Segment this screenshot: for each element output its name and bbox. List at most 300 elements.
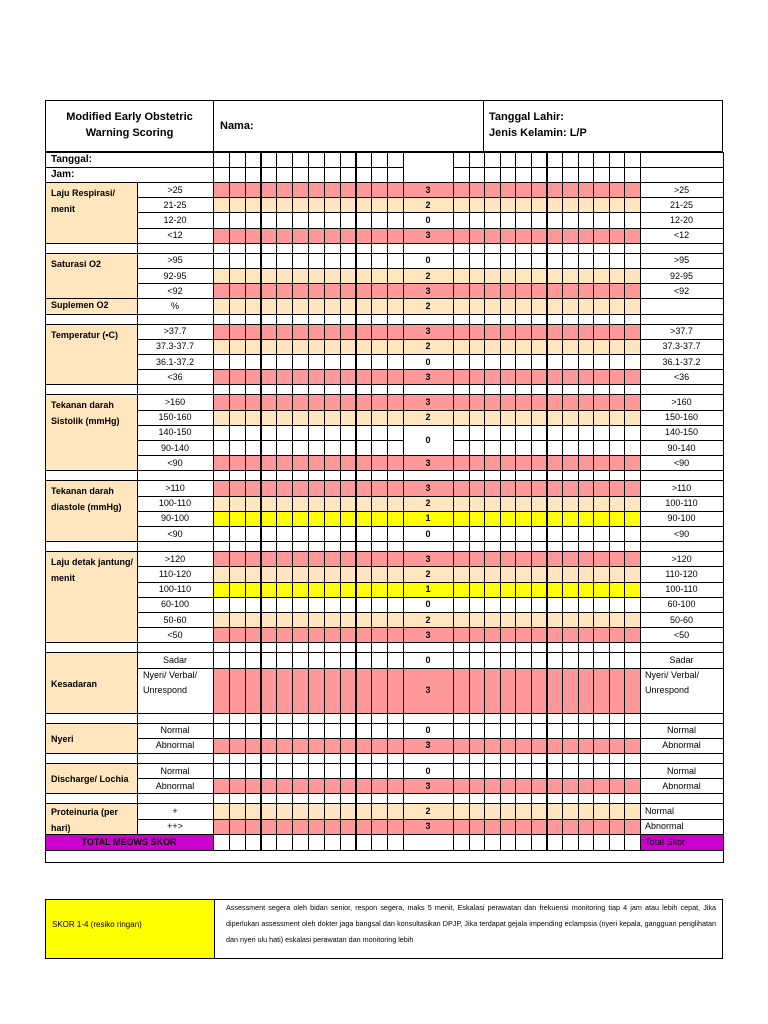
observation-cell [624, 582, 641, 598]
observation-cell [308, 283, 325, 299]
observation-cell [515, 253, 532, 269]
observation-cell [624, 283, 641, 299]
observation-cell [609, 803, 626, 819]
observation-cell [500, 627, 517, 643]
observation-cell [531, 324, 548, 340]
observation-cell [515, 627, 532, 643]
total-entry-cell [500, 834, 517, 851]
observation-cell [371, 480, 388, 496]
observation-cell [453, 197, 470, 213]
observation-cell [531, 803, 548, 819]
total-entry-cell [229, 834, 246, 851]
observation-cell [609, 440, 626, 456]
observation-cell [229, 803, 246, 819]
observation-cell [356, 268, 373, 284]
observation-cell [229, 253, 246, 269]
observation-cell [562, 551, 579, 567]
observation-cell [531, 551, 548, 567]
observation-cell [387, 354, 404, 370]
observation-cell [578, 228, 595, 244]
observation-cell [453, 668, 470, 714]
observation-cell [371, 455, 388, 471]
observation-cell [624, 803, 641, 819]
observation-cell [578, 283, 595, 299]
range-label: 110-120 [158, 568, 192, 579]
observation-cell [609, 339, 626, 355]
observation-cell [531, 339, 548, 355]
observation-cell [515, 324, 532, 340]
range-label: <90 [167, 457, 183, 468]
observation-cell [292, 511, 309, 527]
observation-cell [245, 455, 262, 471]
observation-cell [308, 268, 325, 284]
observation-cell [547, 455, 564, 471]
observation-cell [531, 778, 548, 794]
observation-cell [324, 268, 341, 284]
observation-cell [578, 197, 595, 213]
observation-cell [356, 369, 373, 385]
observation-cell [245, 551, 262, 567]
observation-cell [547, 228, 564, 244]
parameter-name: Kesadaran [51, 678, 98, 689]
score-value: 2 [425, 301, 431, 311]
time-entry-cell [371, 167, 388, 183]
observation-cell [453, 440, 470, 456]
observation-cell [531, 627, 548, 643]
score-value: 3 [425, 326, 431, 337]
right-range-label: Abnormal [662, 780, 701, 791]
observation-cell [213, 298, 230, 314]
observation-cell [324, 394, 341, 410]
observation-cell [371, 298, 388, 314]
observation-cell [356, 597, 373, 613]
observation-cell [547, 253, 564, 269]
observation-cell [484, 652, 501, 668]
observation-cell [624, 440, 641, 456]
date-entry-cell [515, 152, 532, 168]
observation-cell [469, 324, 486, 340]
observation-cell [469, 496, 486, 512]
observation-cell [324, 410, 341, 426]
observation-cell [609, 627, 626, 643]
observation-cell [387, 582, 404, 598]
observation-cell [515, 526, 532, 542]
right-range-label: 90-140 [667, 442, 696, 453]
observation-cell [340, 566, 357, 582]
observation-cell [562, 425, 579, 441]
risk-label: SKOR 1-4 (resiko ringan) [52, 920, 142, 929]
range-label: 60-100 [160, 599, 190, 610]
observation-cell [562, 480, 579, 496]
observation-cell [340, 369, 357, 385]
observation-cell [469, 763, 486, 779]
total-entry-cell [387, 834, 404, 851]
observation-cell [213, 212, 230, 228]
observation-cell [261, 582, 278, 598]
observation-cell [340, 324, 357, 340]
date-entry-cell [356, 152, 373, 168]
observation-cell [578, 480, 595, 496]
date-score-cell [403, 152, 454, 183]
observation-cell [593, 298, 610, 314]
observation-cell [371, 582, 388, 598]
observation-cell [356, 324, 373, 340]
date-entry-cell [387, 152, 404, 168]
observation-cell [340, 819, 357, 835]
time-label: Jam: [51, 169, 75, 180]
observation-cell [547, 425, 564, 441]
observation-cell [245, 819, 262, 835]
observation-cell [453, 410, 470, 426]
observation-cell [229, 369, 246, 385]
observation-cell [484, 324, 501, 340]
observation-cell [276, 228, 293, 244]
observation-cell [593, 668, 610, 714]
observation-cell [292, 197, 309, 213]
observation-cell [469, 212, 486, 228]
observation-cell [387, 738, 404, 754]
total-entry-cell [624, 834, 641, 851]
observation-cell [213, 778, 230, 794]
observation-cell [624, 197, 641, 213]
observation-cell [547, 212, 564, 228]
observation-cell [515, 819, 532, 835]
observation-cell [562, 582, 579, 598]
right-range-label: 92-95 [669, 270, 694, 281]
observation-cell [484, 627, 501, 643]
observation-cell [515, 511, 532, 527]
date-entry-cell [261, 152, 278, 168]
observation-cell [387, 324, 404, 340]
observation-cell [292, 819, 309, 835]
observation-cell [562, 455, 579, 471]
observation-cell [261, 253, 278, 269]
range-label: 36.1-37.2 [155, 356, 195, 367]
observation-cell [292, 526, 309, 542]
observation-cell [213, 182, 230, 198]
observation-cell [578, 410, 595, 426]
observation-cell [340, 526, 357, 542]
observation-cell [371, 511, 388, 527]
observation-cell [276, 819, 293, 835]
observation-cell [245, 612, 262, 628]
observation-cell [515, 283, 532, 299]
observation-cell [324, 597, 341, 613]
observation-cell [229, 582, 246, 598]
score-value: 2 [425, 199, 431, 210]
observation-cell [229, 394, 246, 410]
observation-cell [453, 778, 470, 794]
observation-cell [500, 668, 517, 714]
right-range-label: <50 [673, 629, 690, 640]
observation-cell [387, 652, 404, 668]
range-label: <50 [167, 629, 183, 640]
observation-cell [515, 298, 532, 314]
observation-cell [213, 612, 230, 628]
observation-cell [276, 511, 293, 527]
observation-cell [531, 410, 548, 426]
observation-cell [484, 212, 501, 228]
observation-cell [453, 597, 470, 613]
observation-cell [213, 627, 230, 643]
observation-cell [356, 228, 373, 244]
observation-cell [609, 723, 626, 739]
observation-cell [213, 228, 230, 244]
observation-cell [229, 339, 246, 355]
observation-cell [308, 425, 325, 441]
observation-cell [340, 723, 357, 739]
observation-cell [387, 526, 404, 542]
observation-cell [292, 324, 309, 340]
observation-cell [531, 212, 548, 228]
observation-cell [213, 369, 230, 385]
name-cell [213, 100, 484, 152]
total-entry-cell [324, 834, 341, 851]
observation-cell [593, 339, 610, 355]
right-range-label: >95 [673, 255, 690, 266]
observation-cell [624, 394, 641, 410]
observation-cell [308, 612, 325, 628]
observation-cell [292, 627, 309, 643]
observation-cell [245, 763, 262, 779]
title-line-2: Warning Scoring [85, 127, 174, 139]
right-range-label: 60-100 [667, 599, 696, 610]
observation-cell [469, 723, 486, 739]
observation-cell [340, 197, 357, 213]
observation-cell [371, 324, 388, 340]
observation-cell [515, 394, 532, 410]
observation-cell [213, 566, 230, 582]
observation-cell [484, 763, 501, 779]
observation-cell [515, 551, 532, 567]
observation-cell [484, 738, 501, 754]
observation-cell [515, 597, 532, 613]
observation-cell [578, 212, 595, 228]
time-entry-cell [609, 167, 626, 183]
observation-cell [340, 582, 357, 598]
observation-cell [340, 511, 357, 527]
observation-cell [213, 652, 230, 668]
observation-cell [387, 627, 404, 643]
observation-cell [624, 668, 641, 714]
observation-cell [308, 668, 325, 714]
observation-cell [453, 324, 470, 340]
observation-cell [261, 197, 278, 213]
parameter-name: Tekanan darah Sistolik (mmHg) [51, 400, 120, 426]
observation-cell [340, 268, 357, 284]
observation-cell [213, 526, 230, 542]
observation-cell [340, 803, 357, 819]
observation-cell [578, 582, 595, 598]
range-label: <12 [167, 230, 183, 241]
range-label: >120 [164, 553, 186, 564]
score-value: 0 [425, 435, 431, 445]
observation-cell [593, 819, 610, 835]
observation-cell [578, 778, 595, 794]
observation-cell [261, 803, 278, 819]
observation-cell [500, 496, 517, 512]
observation-cell [371, 339, 388, 355]
observation-cell [229, 723, 246, 739]
observation-cell [469, 354, 486, 370]
date-label: Tanggal: [51, 154, 92, 165]
observation-cell [578, 369, 595, 385]
observation-cell [484, 197, 501, 213]
observation-cell [261, 283, 278, 299]
observation-cell [593, 652, 610, 668]
observation-cell [371, 627, 388, 643]
observation-cell [593, 425, 610, 441]
observation-cell [531, 394, 548, 410]
observation-cell [515, 763, 532, 779]
observation-cell [292, 212, 309, 228]
observation-cell [531, 369, 548, 385]
score-value: 0 [425, 215, 431, 225]
observation-cell [387, 455, 404, 471]
observation-cell [213, 819, 230, 835]
observation-cell [213, 354, 230, 370]
observation-cell [500, 582, 517, 598]
total-spacer-cell [45, 850, 724, 863]
observation-cell [453, 566, 470, 582]
time-entry-cell [229, 167, 246, 183]
total-entry-cell [340, 834, 357, 851]
observation-cell [292, 652, 309, 668]
observation-cell [578, 182, 595, 198]
observation-cell [515, 612, 532, 628]
observation-cell [547, 268, 564, 284]
observation-cell [324, 819, 341, 835]
observation-cell [593, 410, 610, 426]
observation-cell [547, 182, 564, 198]
observation-cell [609, 212, 626, 228]
meows-chart-sheet [45, 100, 723, 959]
observation-cell [593, 324, 610, 340]
observation-cell [531, 511, 548, 527]
observation-cell [469, 339, 486, 355]
observation-cell [356, 410, 373, 426]
observation-cell [547, 410, 564, 426]
observation-cell [547, 283, 564, 299]
observation-cell [324, 627, 341, 643]
observation-cell [356, 212, 373, 228]
total-entry-cell [593, 834, 610, 851]
score-value: 2 [425, 412, 431, 423]
observation-cell [340, 612, 357, 628]
observation-cell [531, 738, 548, 754]
observation-cell [500, 511, 517, 527]
observation-cell [292, 738, 309, 754]
right-range-label: <92 [673, 285, 690, 296]
observation-cell [515, 496, 532, 512]
observation-cell [484, 410, 501, 426]
observation-cell [261, 612, 278, 628]
observation-cell [609, 612, 626, 628]
observation-cell [276, 283, 293, 299]
recommendation-text: Assessment segera oleh bidan senior, respon segera, maks 5 menit, Eskalasi perawatan dan frekuensi monitoring tiap 4 jam atau lebih cepat, Jika diperlukan assessment oleh dokter jaga bangsal dan konsultasikan DPJP, Jika terdapat gejala impending eclampsia (nyeri kepala, gangguan penglihatan dan nyeri ulu hati) eskalasi perawatan dan monitoring lebih [226, 903, 716, 944]
observation-cell [245, 511, 262, 527]
observation-cell [562, 738, 579, 754]
observation-cell [213, 582, 230, 598]
observation-cell [356, 182, 373, 198]
date-entry-cell [578, 152, 595, 168]
observation-cell [276, 298, 293, 314]
observation-cell [624, 763, 641, 779]
observation-cell [547, 354, 564, 370]
observation-cell [515, 182, 532, 198]
observation-cell [484, 819, 501, 835]
observation-cell [515, 339, 532, 355]
range-label: 21-25 [163, 199, 187, 210]
score-value: 3 [425, 740, 431, 751]
range-label: Nyeri/ Verbal/ Unrespond [143, 669, 198, 695]
observation-cell [324, 526, 341, 542]
observation-cell [340, 627, 357, 643]
observation-cell [609, 819, 626, 835]
observation-cell [547, 480, 564, 496]
score-value: 2 [425, 341, 431, 352]
observation-cell [562, 283, 579, 299]
observation-cell [356, 612, 373, 628]
observation-cell [453, 526, 470, 542]
observation-cell [245, 582, 262, 598]
observation-cell [515, 440, 532, 456]
observation-cell [292, 551, 309, 567]
observation-cell [308, 723, 325, 739]
observation-cell [276, 197, 293, 213]
observation-cell [624, 298, 641, 314]
observation-cell [229, 182, 246, 198]
observation-cell [562, 511, 579, 527]
observation-cell [578, 425, 595, 441]
observation-cell [261, 339, 278, 355]
observation-cell [515, 668, 532, 714]
observation-cell [609, 526, 626, 542]
observation-cell [500, 354, 517, 370]
observation-cell [387, 268, 404, 284]
observation-cell [624, 410, 641, 426]
observation-cell [562, 228, 579, 244]
observation-cell [562, 268, 579, 284]
observation-cell [500, 410, 517, 426]
time-entry-cell [292, 167, 309, 183]
total-entry-cell [356, 834, 373, 851]
observation-cell [308, 228, 325, 244]
observation-cell [500, 440, 517, 456]
observation-cell [213, 480, 230, 496]
observation-cell [469, 182, 486, 198]
observation-cell [469, 480, 486, 496]
observation-cell [515, 778, 532, 794]
observation-cell [371, 526, 388, 542]
time-entry-cell [515, 167, 532, 183]
observation-cell [213, 268, 230, 284]
observation-cell [292, 440, 309, 456]
observation-cell [276, 455, 293, 471]
observation-cell [593, 803, 610, 819]
observation-cell [308, 566, 325, 582]
right-range-label: 21-25 [669, 199, 694, 210]
observation-cell [245, 566, 262, 582]
date-entry-cell [324, 152, 341, 168]
observation-cell [624, 723, 641, 739]
observation-cell [324, 612, 341, 628]
observation-cell [371, 228, 388, 244]
observation-cell [500, 612, 517, 628]
observation-cell [261, 511, 278, 527]
observation-cell [276, 212, 293, 228]
observation-cell [531, 582, 548, 598]
